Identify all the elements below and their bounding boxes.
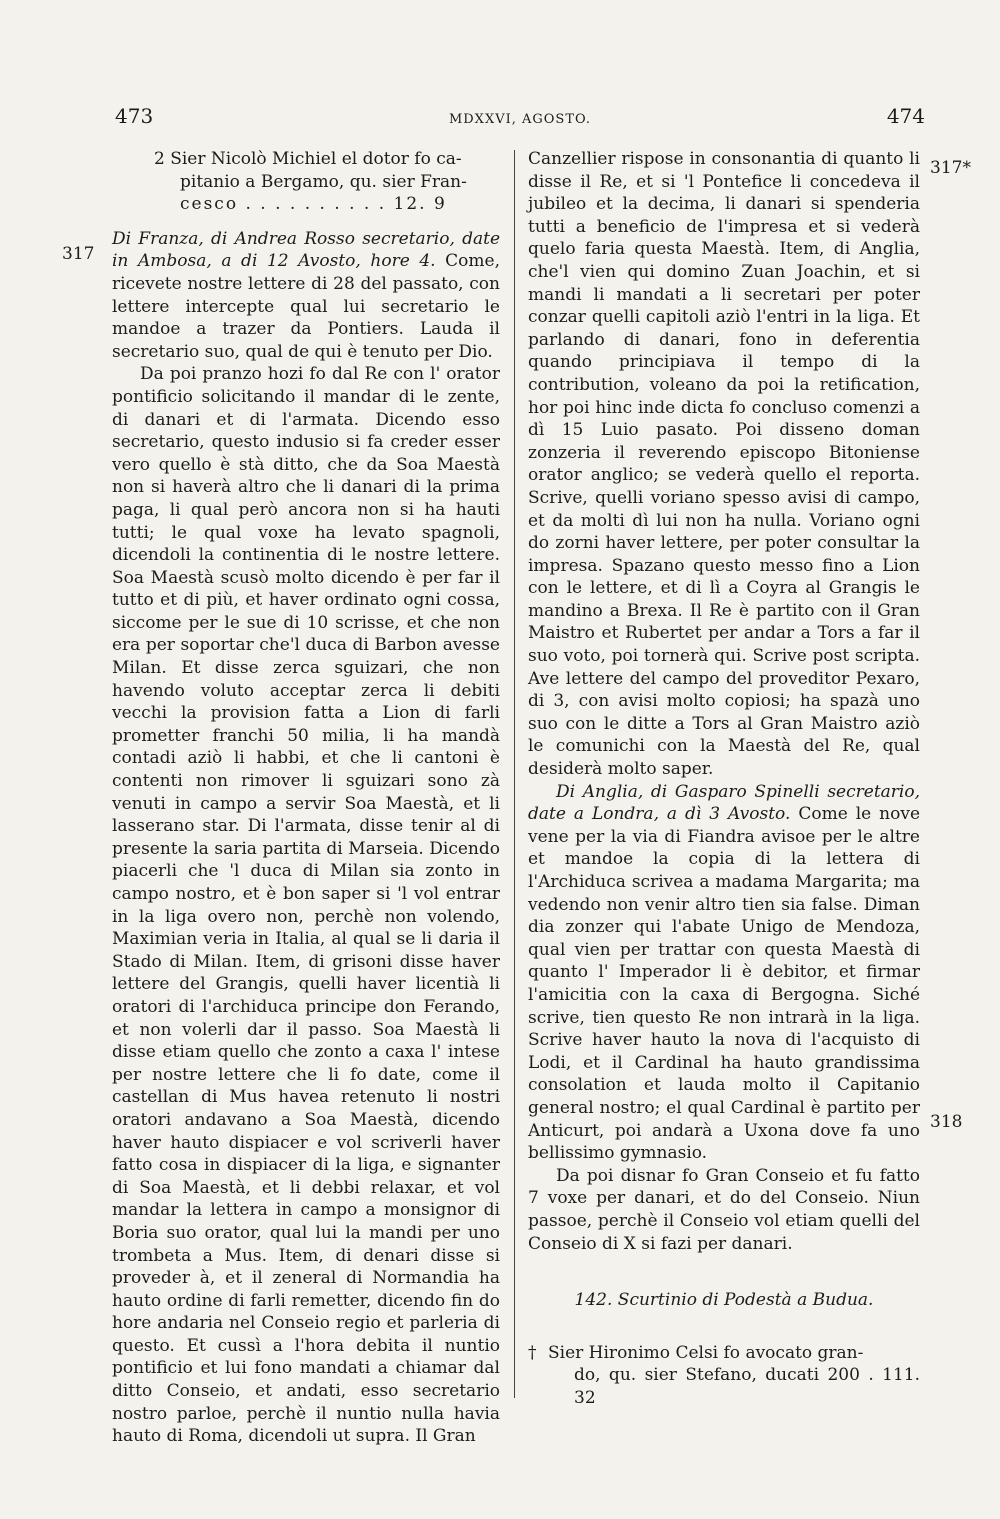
paragraph-text: Come, ricevete nostre lettere di 28 del passato, con lettere intercepte qual lui secretario le mandoe a trazer da Pontiers. Lauda il secretario suo, qual de qui è tenuto per Dio. xyxy=(112,251,500,362)
entry-text: Sier Hironimo Celsi fo avocato gran- xyxy=(548,1342,864,1363)
dagger-icon: † xyxy=(528,1342,537,1363)
paragraph: Canzellier rispose in consonantia di quanto li disse il Re, et si 'l Pontefice li concedeva il jubileo et la decima, li danari si spenderia tutti a beneficio de l'impresa et si vederà quelo faria questa Maestà. Item, di Anglia, che'l vien qui domino Zuan Joachin, et si mandi li mandati a li secretari per poter conzar quelli capitoli aziò l'entri in la liga. Et parlando di danari, fono in deferentia quando principiava il tempo di la contribution, voleano da poi la retification, hor poi hinc inde dicta fo concluso comenzi a dì 15 Luio pasato. Poi disseno doman zonzeria il reverendo episcopo Bitoniense orator anglico; se vederà quello el reporta. Scrive, quelli voriano spesso avisi di campo, et da molti dì lui non ha nulla. Voriano ogni do zorni haver lettere, per poter consultar la impresa. Spazano questo messo fino a Lion con le lettere, et di lì a Coyra al Grangis le mandino a Brexa. Il Re è partito con il Gran Maistro et Rubertet per andar a Tors a far il suo voto, poi tornerà qui. Scrive post scripta. Ave lettere del campo del proveditor Pexaro, di 3, con avisi molto copiosi; ha spazà uno suo con le ditte a Tors al Gran Maistro aziò le comunichi con la Maestà del Re, qual desiderà molto saper. xyxy=(528,149,920,780)
right-column xyxy=(528,148,920,1409)
page-number-left: 473 xyxy=(115,104,154,128)
letter-heading: Di Anglia, di Gasparo Spinelli secretario, date a Londra, a dì 3 Avosto. xyxy=(528,781,920,825)
running-title: MDXXVI, AGOSTO. xyxy=(448,112,592,127)
entry-line: pitanio a Bergamo, qu. sier Fran- xyxy=(180,171,467,192)
page-number-right: 474 xyxy=(886,104,925,128)
section-title: 142. Scurtinio di Podestà a Budua. xyxy=(574,1290,874,1311)
letter-heading: Di Franza, di Andrea Rosso secretario, date in Ambosa, a di 12 Avosto, hore 4. xyxy=(112,228,500,272)
page-header xyxy=(115,104,925,134)
margin-number-right-top: 317* xyxy=(930,158,971,178)
paragraph-text: Come le nove vene per la via di Fiandra avisoe per le altre et mandoe la copia di la lettera di l'Archiduca scrivea a madama Margarita; ma vedendo non venir altro tien sia false. Diman dia zonzer qui l'abate Unigo de Mendoza, qual vien per trattar con questa Maestà di quanto l' Imperador li è debitor, et firmar l'amicitia con la caxa di Bergogna. Siché scrive, tien questo Re non intrarà in la liga. Scrive haver hauto la nova di l'acquisto di Lodi, et il Cardinal ha hauto grandissima consolation et lauda molto il Capitanio general nostro; el qual Cardinal è partito per Anticurt, poi andarà a Uxona dove fa uno bellissimo gymnasio. xyxy=(528,804,920,1164)
paragraph: Da poi disnar fo Gran Conseio et fu fatto 7 voxe per danari, et do del Conseio. Niun passoe, perchè il Conseio vol etiam quelli del Conseio di X si fazi per danari. xyxy=(528,1165,920,1254)
margin-number-left: 317 xyxy=(62,244,95,264)
entry-line: 2 Sier Nicolò Michiel el dotor fo ca- xyxy=(154,149,462,169)
paragraph: Da poi pranzo hozi fo dal Re con l' orator pontificio solicitando il mandar di le zente, di danari et di l'armata. Dicendo esso secretario, questo indusio si fa creder esser vero quello è stà ditto, che da Soa Maestà non si haverà altro che li danari di la prima paga, li qual però ancora non si ha hauti tutti; le qual voxe ha levato spagnoli, dicendoli la continentia di le nostre lettere. Soa Maestà scusò molto dicendo è per far il tutto et di più, et haver ordinato ogni cossa, siccome per le sue di 10 scrisse, et che non era per soportar che'l duca di Barbon avesse Milan. Et disse zerca sguizari, che non havendo voluto acceptar zerca li debiti vecchi la provision fatta a Lion di farli prometter franchi 50 milia, li ha mandà contadi aziò li habbi, et che li cantoni è contenti non rimover li sguizari sono zà venuti in campo a servir Soa Maestà, et li lasserano star. Di l'armata, disse tenir al di presente la saria partita di Marseia. Dicendo piacerli che 'l duca di Milan sia zonto in campo nostro, et è bon saper si 'l vol entrar in la liga overo non, perchè non volendo, Maximian veria in Italia, al qual se li daria il Stado di Milan. Item, di grisoni disse haver lettere del Grangis, quelli haver licentià li oratori di l'archiduca principe don Ferando, et non volerli dar il passo. Soa Maestà li disse etiam quello che zonto a caxa l' intese per nostre lettere che li fo date, come il castellan di Mus havea retenuto li nostri oratori andavano a Soa Maestà, dicendo haver hauto dispiacer e vol scriverli haver fatto cosa in dispiacer di la liga, e signanter di Soa Maestà, et li debbi relaxar, et vol mandar la lettera in campo a monsignor di Boria suo orator, qual lui la mandi per uno trombeta a Mus. Item, di denari disse si proveder à, et il zeneral di Normandia ha hauto ordine di farli remetter, dicendo fin do hore andaria nel Conseio regio et parleria di questo. Et cussì a l'hora debita il nuntio pontificio et lui fono mandati a chiamar dal ditto Conseio, et andati, esso secretario nostro parloe, perchè il nuntio nulla havia hauto di Roma, dicendoli ut supra. Il Gran xyxy=(112,364,500,1447)
letter-paragraph xyxy=(528,781,920,1165)
entry-line: do, qu. sier Stefano, ducati 200 . 111. 32 xyxy=(574,1365,920,1408)
left-column xyxy=(112,148,500,1448)
column-divider xyxy=(514,150,515,1398)
entry-line: cesco . . . . . . . . . . 12. 9 xyxy=(180,194,447,215)
letter-paragraph xyxy=(112,228,500,364)
entry-line xyxy=(528,1342,920,1365)
margin-number-right-bottom: 318 xyxy=(930,1112,963,1132)
